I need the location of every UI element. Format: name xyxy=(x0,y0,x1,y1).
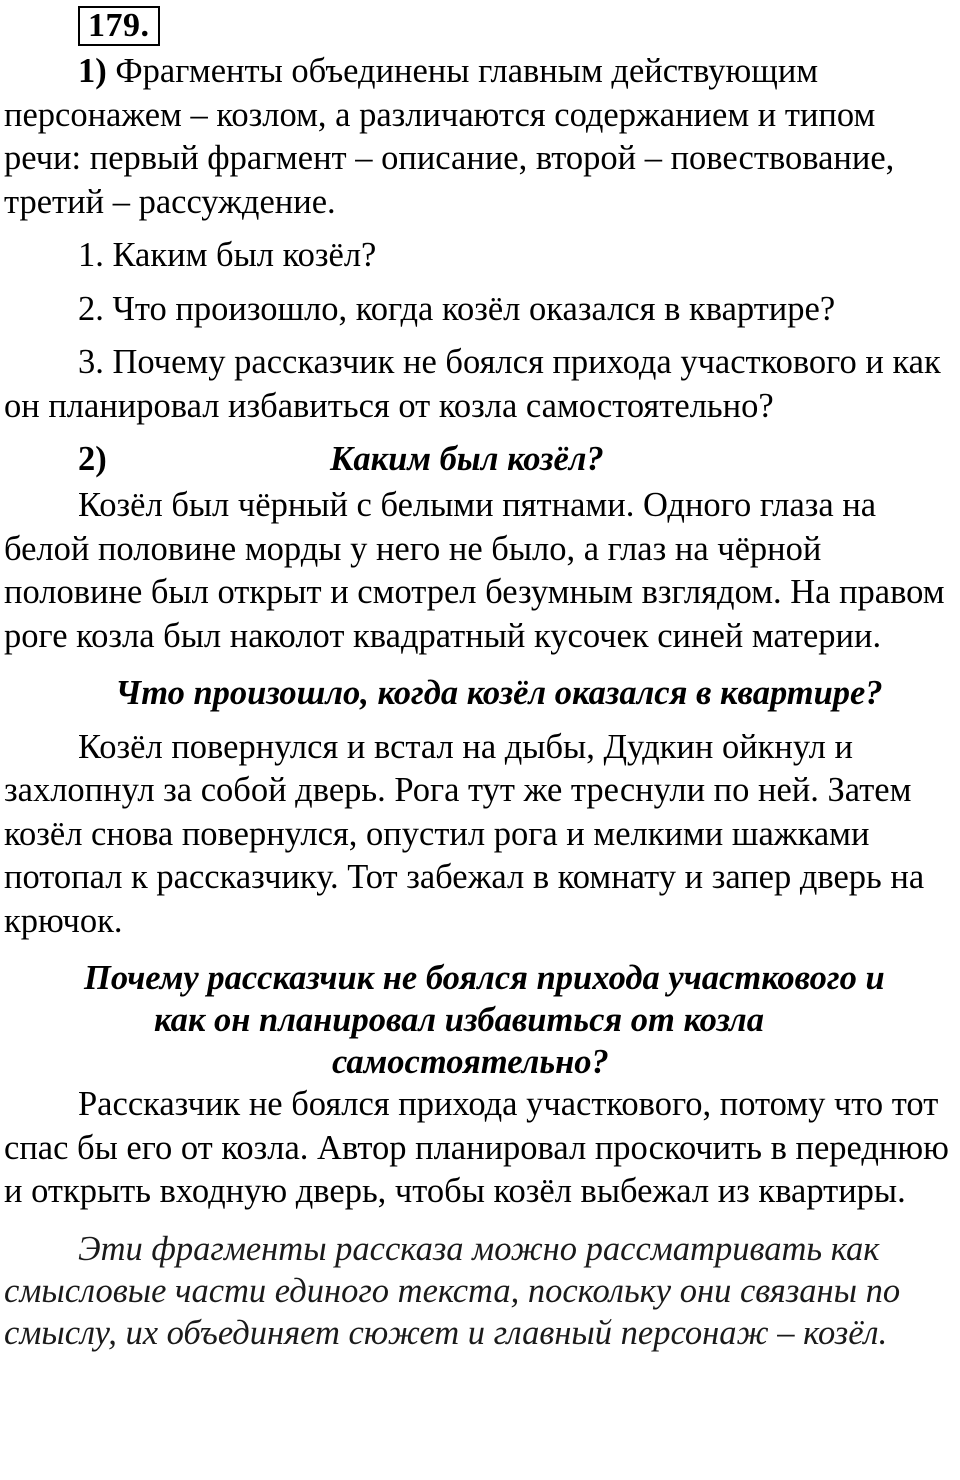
exercise-page xyxy=(4,0,954,1354)
exercise-number-wrap xyxy=(4,0,954,50)
section-2-heading: Что произошло, когда козёл оказался в квартире? xyxy=(115,674,883,712)
part1-label: 1) xyxy=(78,52,107,90)
section-1-text: Козёл был чёрный с белыми пятнами. Одного глаза на белой половине морды у него не было, а глаз на чёрной половине был открыт и смотрел безумным взглядом. На правом роге козла был наколот квадратный кусочек синей материи. xyxy=(4,486,945,655)
part2-heading-row xyxy=(4,438,954,484)
conclusion-paragraph: Эти фрагменты рассказа можно рассматривать как смысловые части единого текста, поскольку они связаны по смыслу, их объединяет сюжет и главный персонаж – козёл. xyxy=(4,1229,901,1352)
exercise-number-box: 179. xyxy=(78,6,160,46)
section-3-heading-line-2: как он планировал избавиться от козла xyxy=(154,1001,765,1039)
section-3-heading-line-1: Почему рассказчик не боялся прихода участкового и xyxy=(84,959,885,997)
section-3-heading-line-3: самостоятельно? xyxy=(332,1043,609,1081)
section-3-text: Рассказчик не боялся прихода участкового, потому что тот спас бы его от козла. Автор планировал проскочить в переднюю и открыть входную дверь, чтобы козёл выбежал из квартиры. xyxy=(4,1085,949,1210)
section-2-text: Козёл повернулся и встал на дыбы, Дудкин ойкнул и захлопнул за собой дверь. Рога тут же треснули по ней. Затем козёл снова повернулся, опустил рога и мелкими шажками потопал к рассказчику. Тот забежал в комнату и запер дверь на крючок. xyxy=(4,727,925,940)
plan-item-3: 3. Почему рассказчик не боялся прихода участкового и как он планировал избавиться от козла самостоятельно? xyxy=(4,343,941,425)
plan-item-2: 2. Что произошло, когда козёл оказался в квартире? xyxy=(78,289,836,328)
plan-item-1: 1. Каким был козёл? xyxy=(78,236,377,274)
part1-intro-text: Фрагменты объединены главным действующим персонажем – козлом, а различаются содержанием и типом речи: первый фрагмент – описание, второй – повествование, третий – рассуждение. xyxy=(4,52,895,221)
part1-intro-paragraph xyxy=(4,50,954,224)
part2-label: 2) xyxy=(78,440,107,478)
section-3-heading xyxy=(4,957,954,1083)
section-1-heading: Каким был козёл? xyxy=(330,440,604,478)
